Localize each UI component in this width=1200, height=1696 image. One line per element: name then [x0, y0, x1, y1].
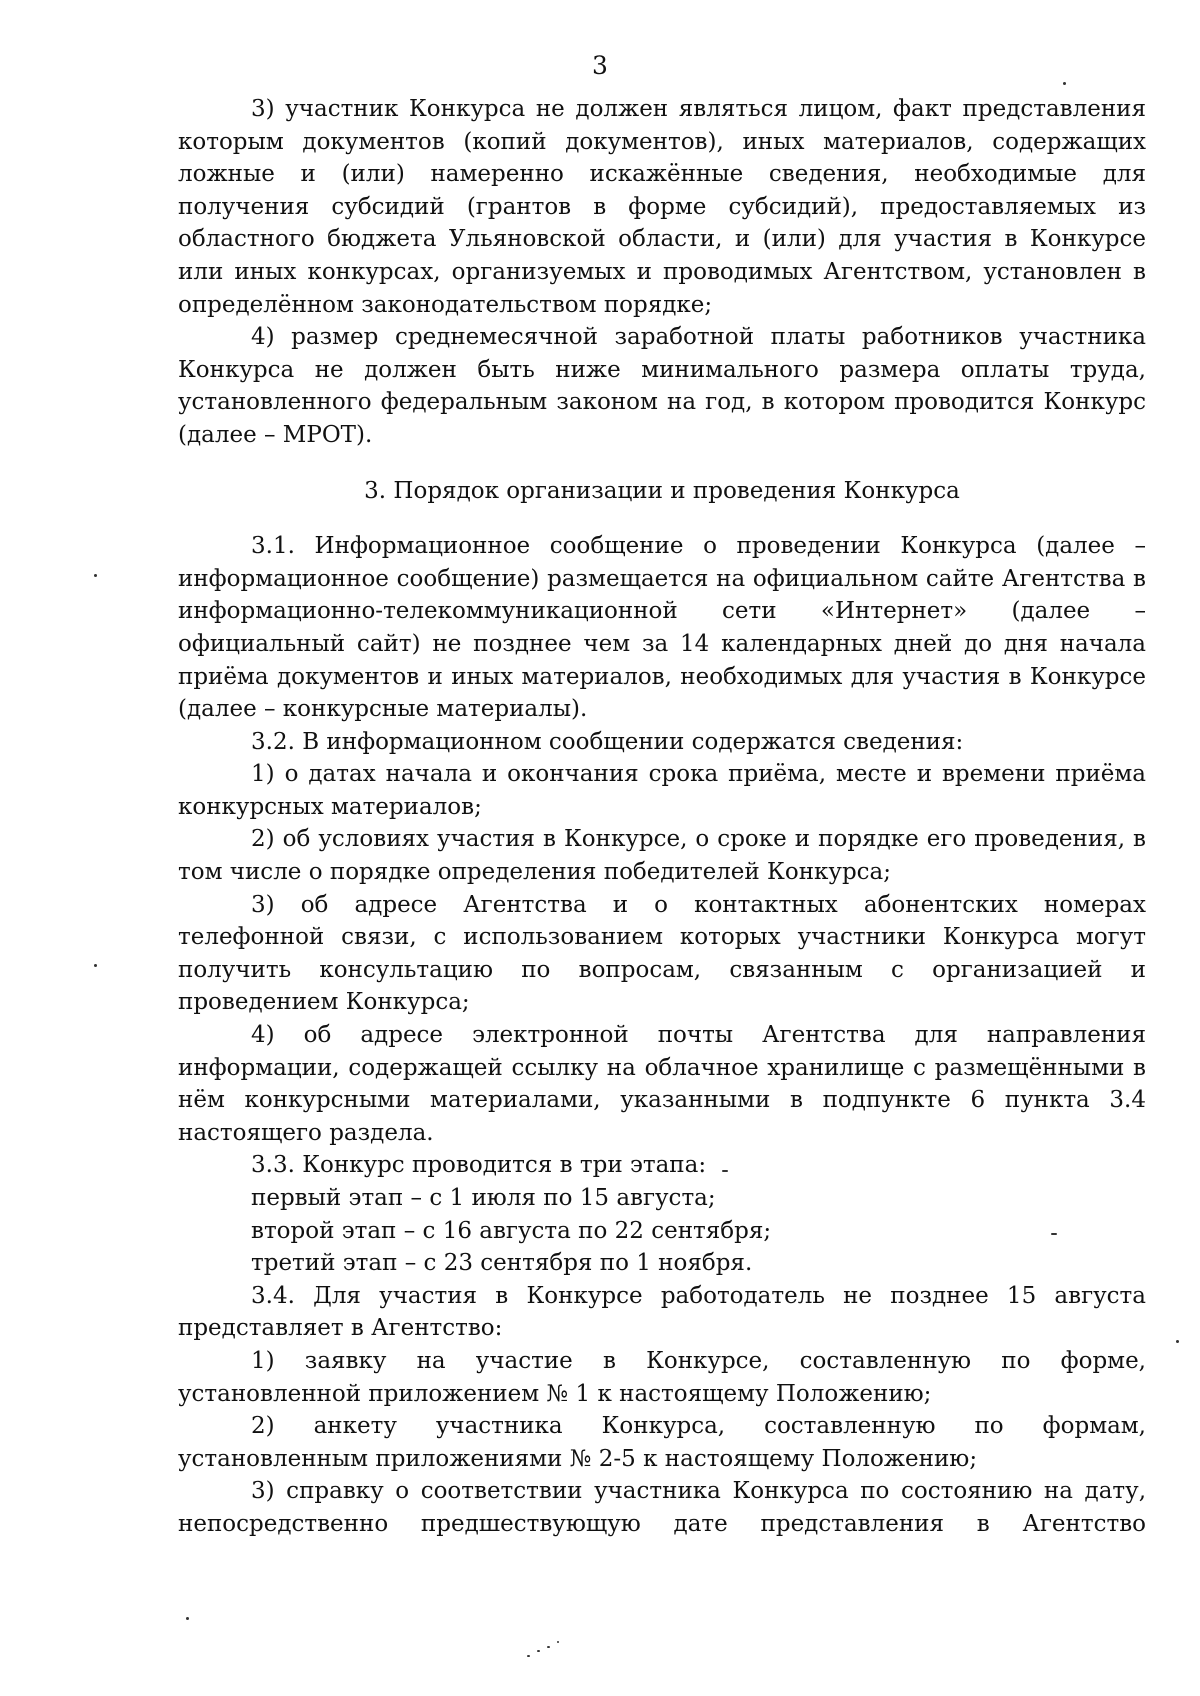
- stage-first: первый этап – с 1 июля по 15 августа;: [251, 1185, 716, 1211]
- stage-third: третий этап – с 23 сентября по 1 ноября.: [251, 1250, 753, 1277]
- scan-speck: [722, 1170, 728, 1172]
- scan-speck: [94, 964, 97, 967]
- stage-second: второй этап – с 16 августа по 22 сентября;: [251, 1217, 772, 1244]
- paragraph-3-2-item-4: 4) об адресе электронной почты Агентства для направления информации, содержащей ссылку на облачное хранилище с размещёнными в нём конкурсными материалами, указанными в подпункте 6 пункта 3.4 настоящего раздела.: [178, 1022, 1146, 1146]
- section-heading: 3. Порядок организации и проведения Конкурса: [364, 477, 960, 504]
- paragraph-3-3: 3.3. Конкурс проводится в три этапа:: [251, 1152, 707, 1179]
- scan-speck: [1176, 1340, 1179, 1343]
- document-body: [178, 93, 1146, 1541]
- paragraph-3-1: 3.1. Информационное сообщение о проведении Конкурса (далее – информационное сообщение) размещается на официальном сайте Агентства в информационно-телекоммуникационной сети «Интернет» (далее – официальный сайт) не позднее чем за 14 календарных дней до дня начала приёма документов и иных материалов, необходимых для участия в Конкурсе (далее – конкурсные материалы).: [178, 533, 1146, 723]
- scan-speck: [1051, 1233, 1057, 1235]
- page-number: 3: [592, 51, 608, 80]
- paragraph-3-2: 3.2. В информационном сообщении содержатся сведения:: [251, 728, 964, 755]
- paragraph-3-4-item-3: 3) справку о соответствии участника Конкурса по состоянию на дату, непосредственно предшествующую дате представления в Агентство: [178, 1478, 1146, 1537]
- scan-speck: [1063, 82, 1066, 85]
- scan-speck: [537, 1650, 540, 1652]
- paragraph-3-4-item-1: 1) заявку на участие в Конкурсе, составленную по форме, установленной приложением № 1 к настоящему Положению;: [178, 1347, 1146, 1407]
- paragraph-3-4-item-2: 2) анкету участника Конкурса, составленную по формам, установленным приложениями № 2-5 к настоящему Положению;: [178, 1413, 1146, 1472]
- scan-speck: [547, 1646, 550, 1648]
- scan-speck: [557, 1641, 559, 1643]
- paragraph-3-2-item-2: 2) об условиях участия в Конкурсе, о сроке и порядке его проведения, в том числе о порядке определения победителей Конкурса;: [178, 826, 1146, 886]
- scan-speck: [94, 574, 97, 577]
- paragraph-3-2-item-3: 3) об адресе Агентства и о контактных абонентских номерах телефонной связи, с использованием которых участники Конкурса могут получить консультацию по вопросам, связанным с организацией и проведением Конкурса;: [178, 891, 1146, 1016]
- scan-speck: [527, 1655, 530, 1657]
- paragraph-item-4: 4) размер среднемесячной заработной платы работников участника Конкурса не должен быть ниже минимального размера оплаты труда, установленного федеральным законом на год, в котором проводится Конкурс (далее – МРОТ).: [178, 324, 1146, 448]
- paragraph-3-4: 3.4. Для участия в Конкурсе работодатель не позднее 15 августа представляет в Агентство:: [178, 1282, 1146, 1342]
- paragraph-3-2-item-1: 1) о датах начала и окончания срока приёма, месте и времени приёма конкурсных материалов;: [178, 761, 1146, 820]
- scan-speck: [186, 1617, 189, 1620]
- paragraph-item-3: 3) участник Конкурса не должен являться лицом, факт представления которым документов (копий документов), иных материалов, содержащих ложные и (или) намеренно искажённые сведения, необходимые для получения субсидий (грантов в форме субсидий), предоставляемых из областного бюджета Ульяновской области, и (или) для участия в Конкурсе или иных конкурсах, организуемых и проводимых Агентством, установлен в определённом законодательством порядке;: [178, 96, 1146, 318]
